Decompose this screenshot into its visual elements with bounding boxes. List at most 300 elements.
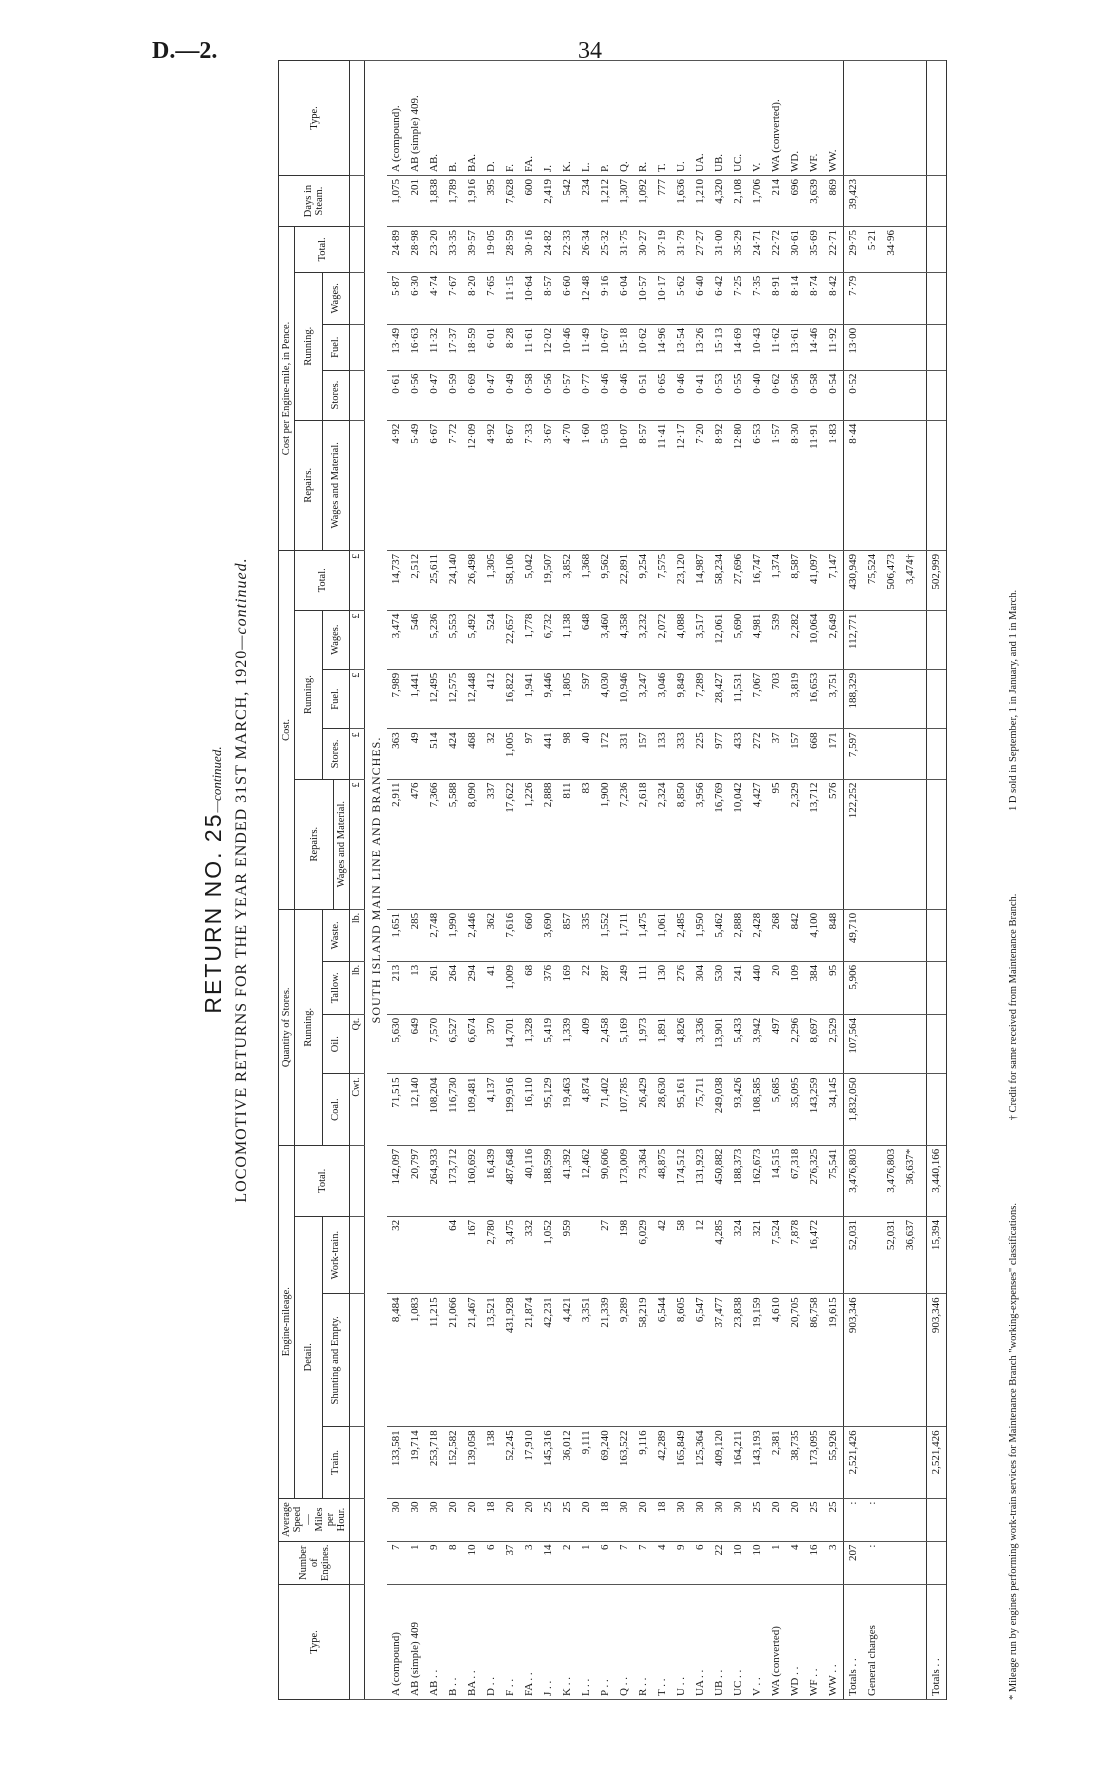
cell-ctot: 8,587: [786, 550, 805, 610]
table-row: [501, 61, 520, 1700]
cell-rtype: B.: [444, 61, 463, 176]
cell-p_fuel: 14·96: [653, 324, 672, 370]
locomotive-table-wrapper: [278, 60, 998, 1700]
cell-wag: 4,981: [748, 610, 767, 669]
cell-ctot: 27,696: [729, 550, 748, 610]
cell-p_tot: 22·71: [824, 227, 844, 273]
cell-rtype: UB.: [710, 61, 729, 176]
cell-coal: 95,129: [539, 1074, 558, 1145]
cell-rep: [863, 779, 882, 909]
cell-rtype: T.: [653, 61, 672, 176]
footnote: † Credit for same received from Maintenance Branch.: [1008, 893, 1019, 1121]
cell-tallow: 287: [596, 961, 615, 1014]
cell-p_tot: 28·98: [406, 227, 425, 273]
cell-oil: 370: [482, 1014, 501, 1074]
cell-fuel: 597: [577, 669, 596, 729]
cell-oil: 409: [577, 1014, 596, 1074]
cell-fuel: 16,653: [805, 669, 824, 729]
cell-tallow: 109: [786, 961, 805, 1014]
cell-fuel: 1,441: [406, 669, 425, 729]
cell-shunt: 431,928: [501, 1294, 520, 1427]
cell-coal: 71,402: [596, 1074, 615, 1145]
cell-type: K . .: [558, 1585, 577, 1700]
cell-sp: 30: [672, 1498, 691, 1541]
cell-p_rep: 8·44: [844, 420, 864, 550]
cell-type: Totals . .: [844, 1585, 864, 1700]
cell-p_rep: 11·91: [805, 420, 824, 550]
cell-waste: 285: [406, 909, 425, 961]
table-body: [350, 61, 947, 1700]
subtotal-cell: [882, 669, 927, 729]
cell-fuel: 7,989: [387, 669, 406, 729]
cell-type: UA . .: [691, 1585, 710, 1700]
cell-ctot: 22,891: [615, 550, 634, 610]
cell-wt: 42: [653, 1216, 672, 1293]
cell-p_fuel: 13·49: [387, 324, 406, 370]
cell-p_sto: [863, 370, 882, 420]
cell-waste: 362: [482, 909, 501, 961]
cell-p_wag: 8·74: [805, 272, 824, 324]
cell-oil: 8,697: [805, 1014, 824, 1074]
cell-train: 52,245: [501, 1427, 520, 1498]
cell-p_tot: 26·34: [577, 227, 596, 273]
cell-p_tot: 29·75: [844, 227, 864, 273]
cell-p_tot: 30·27: [634, 227, 653, 273]
subtotal-cell: [882, 370, 927, 420]
cell-days: 1,307: [615, 176, 634, 227]
cell-p_rep: 4·70: [558, 420, 577, 550]
cell-p_tot: 31·75: [615, 227, 634, 273]
cell-type: UC . .: [729, 1585, 748, 1700]
cell-p_tot: 23·20: [425, 227, 444, 273]
cell-waste: 7,616: [501, 909, 520, 961]
cell-p_wag: 8·14: [786, 272, 805, 324]
cell-p_wag: 7·67: [444, 272, 463, 324]
cell-coal: 26,429: [634, 1074, 653, 1145]
rotated-table-sheet: [200, 60, 1030, 1700]
cell-wag: [927, 610, 947, 669]
cell-fuel: 9,849: [672, 669, 691, 729]
cell-days: 201: [406, 176, 425, 227]
cell-waste: [863, 909, 882, 961]
cell-waste: 5,462: [710, 909, 729, 961]
cell-type: V . .: [748, 1585, 767, 1700]
cell-sto: [927, 729, 947, 779]
cell-p_sto: 0·52: [844, 370, 864, 420]
cell-wt: 4,285: [710, 1216, 729, 1293]
cell-wag: 5,492: [463, 610, 482, 669]
cell-rep: 2,324: [653, 779, 672, 909]
cell-coal: 95,161: [672, 1074, 691, 1145]
subtotal-cell: [882, 550, 927, 610]
cell-type: AB . .: [425, 1585, 444, 1700]
cell-shunt: 21,066: [444, 1294, 463, 1427]
cell-ctot: 1,305: [482, 550, 501, 610]
return-subtitle: [233, 60, 251, 1700]
cell-sto: 424: [444, 729, 463, 779]
cell-fuel: 3,046: [653, 669, 672, 729]
header-coal: Coal.: [322, 1074, 350, 1145]
cell-total: 40,116: [520, 1145, 539, 1216]
cell-wag: 2,282: [786, 610, 805, 669]
cell-ctot: 14,987: [691, 550, 710, 610]
cell-tallow: 20: [767, 961, 786, 1014]
cell-rep: 1,226: [520, 779, 539, 909]
cell-sp: 20: [634, 1498, 653, 1541]
cell-coal: [863, 1074, 882, 1145]
cell-days: 1,212: [596, 176, 615, 227]
cell-waste: 857: [558, 909, 577, 961]
cell-p_sto: [927, 370, 947, 420]
cell-tallow: 130: [653, 961, 672, 1014]
cell-total: 487,648: [501, 1145, 520, 1216]
cell-coal: 143,259: [805, 1074, 824, 1145]
cell-n: 8: [444, 1541, 463, 1584]
cell-oil: 1,328: [520, 1014, 539, 1074]
table-row: [444, 61, 463, 1700]
header-average-speed: Average Speed — Miles per Hour.: [279, 1498, 350, 1541]
cell-type: UB . .: [710, 1585, 729, 1700]
cell-rep: 13,712: [805, 779, 824, 909]
cell-waste: 2,446: [463, 909, 482, 961]
cell-sto: 49: [406, 729, 425, 779]
cell-rtype: U.: [672, 61, 691, 176]
cell-rtype: [863, 61, 882, 176]
subtotal-cell: [882, 1294, 927, 1427]
cell-shunt: 23,838: [729, 1294, 748, 1427]
cell-waste: 3,690: [539, 909, 558, 961]
cell-fuel: 10,946: [615, 669, 634, 729]
cell-wt: 15,394: [927, 1216, 947, 1293]
cell-p_tot: 28·59: [501, 227, 520, 273]
cell-p_fuel: 11·49: [577, 324, 596, 370]
cell-tallow: 169: [558, 961, 577, 1014]
cell-train: 2,521,426: [927, 1427, 947, 1498]
cell-shunt: 13,521: [482, 1294, 501, 1427]
cell-oil: [863, 1014, 882, 1074]
cell-p_wag: 8·91: [767, 272, 786, 324]
cell-wt: 167: [463, 1216, 482, 1293]
cell-type: D . .: [482, 1585, 501, 1700]
cell-p_fuel: [927, 324, 947, 370]
unit-pound: £: [350, 729, 365, 779]
cell-rtype: [927, 61, 947, 176]
cell-total: 3,476,803: [844, 1145, 864, 1216]
header-stores: Stores.: [322, 729, 350, 779]
cell-sp: 20: [577, 1498, 596, 1541]
header-train: Train.: [322, 1427, 350, 1498]
cell-sp: 18: [596, 1498, 615, 1541]
cell-fuel: 1,805: [558, 669, 577, 729]
cell-type: WF . .: [805, 1585, 824, 1700]
cell-wag: 3,232: [634, 610, 653, 669]
cell-rtype: F.: [501, 61, 520, 176]
cell-p_fuel: 10·43: [748, 324, 767, 370]
subtotal-cell: [882, 420, 927, 550]
cell-rtype: WW.: [824, 61, 844, 176]
cell-sp: 20: [444, 1498, 463, 1541]
cell-ctot: 24,140: [444, 550, 463, 610]
cell-oil: 13,901: [710, 1014, 729, 1074]
cell-type: WD . .: [786, 1585, 805, 1700]
cell-p_fuel: 13·54: [672, 324, 691, 370]
cell-sto: 171: [824, 729, 844, 779]
cell-total: 48,875: [653, 1145, 672, 1216]
table-row: [767, 61, 786, 1700]
cell-p_tot: 30·16: [520, 227, 539, 273]
cell-sto: 1,005: [501, 729, 520, 779]
cell-n: 1: [406, 1541, 425, 1584]
cell-p_rep: 4·92: [387, 420, 406, 550]
cell-waste: 1,950: [691, 909, 710, 961]
cell-shunt: 42,231: [539, 1294, 558, 1427]
cell-p_fuel: 13·00: [844, 324, 864, 370]
cell-ctot: 58,234: [710, 550, 729, 610]
cell-ctot: 41,097: [805, 550, 824, 610]
cell-type: WA (converted): [767, 1585, 786, 1700]
cell-total: 162,673: [748, 1145, 767, 1216]
cell-p_fuel: [863, 324, 882, 370]
cell-coal: 116,730: [444, 1074, 463, 1145]
subtotal-cell: [882, 1585, 927, 1700]
cell-p_rep: 8·57: [634, 420, 653, 550]
cell-total: 90,606: [596, 1145, 615, 1216]
cell-n: 6: [691, 1541, 710, 1584]
cell-p_wag: [863, 272, 882, 324]
subtotal-cell: [882, 1216, 927, 1293]
cell-train: 9,111: [577, 1427, 596, 1498]
cell-wt: 52,031: [844, 1216, 864, 1293]
cell-type: General charges: [863, 1585, 882, 1700]
subtitle-continued: —continued.: [233, 557, 250, 650]
cell-wt: 198: [615, 1216, 634, 1293]
cell-train: 139,058: [463, 1427, 482, 1498]
cell-fuel: [863, 669, 882, 729]
cell-p_wag: 9·16: [596, 272, 615, 324]
cell-waste: 660: [520, 909, 539, 961]
cell-wag: 4,358: [615, 610, 634, 669]
cell-p_rep: 8·30: [786, 420, 805, 550]
page-number: 34: [578, 38, 602, 64]
cell-ctot: 26,498: [463, 550, 482, 610]
header-work-train: Work-train.: [322, 1216, 350, 1293]
header-pence-repairs: Repairs.: [295, 420, 323, 550]
cell-sto: 468: [463, 729, 482, 779]
cell-waste: 49,710: [844, 909, 864, 961]
cell-fuel: 3,247: [634, 669, 653, 729]
cell-rep: 7,366: [425, 779, 444, 909]
cell-days: 395: [482, 176, 501, 227]
cell-rtype: R.: [634, 61, 653, 176]
cell-rtype: K.: [558, 61, 577, 176]
cell-p_rep: [927, 420, 947, 550]
cell-p_rep: 7·20: [691, 420, 710, 550]
cell-rtype: WD.: [786, 61, 805, 176]
cell-train: 17,910: [520, 1427, 539, 1498]
cell-wag: 1,138: [558, 610, 577, 669]
cell-oil: 5,169: [615, 1014, 634, 1074]
cell-train: 133,581: [387, 1427, 406, 1498]
cell-train: 69,240: [596, 1427, 615, 1498]
cell-wt: 6,029: [634, 1216, 653, 1293]
units-row: [350, 61, 365, 1700]
cell-train: 138: [482, 1427, 501, 1498]
cell-rep: 95: [767, 779, 786, 909]
cell-sp: 20: [786, 1498, 805, 1541]
locomotive-returns-table: [278, 60, 947, 1700]
cell-p_sto: 0·62: [767, 370, 786, 420]
cell-p_wag: 7·79: [844, 272, 864, 324]
cell-shunt: 21,467: [463, 1294, 482, 1427]
table-row: [463, 61, 482, 1700]
cell-shunt: 1,083: [406, 1294, 425, 1427]
subtotal-value: 52,031: [885, 1219, 897, 1251]
cell-oil: 6,527: [444, 1014, 463, 1074]
cell-train: 173,095: [805, 1427, 824, 1498]
cell-total: 73,364: [634, 1145, 653, 1216]
cell-rtype: AB (simple) 409.: [406, 61, 425, 176]
header-tallow: Tallow.: [322, 961, 350, 1014]
cell-p_rep: 3·67: [539, 420, 558, 550]
cell-p_wag: 6·30: [406, 272, 425, 324]
cell-p_rep: 10·07: [615, 420, 634, 550]
cell-days: 1,916: [463, 176, 482, 227]
page-reference: D.—2.: [152, 38, 218, 64]
cell-train: 164,211: [729, 1427, 748, 1498]
section-row: [365, 61, 388, 1700]
cell-fuel: 28,427: [710, 669, 729, 729]
cell-rtype: P.: [596, 61, 615, 176]
general-charges-row: [863, 61, 882, 1700]
cell-p_rep: [863, 420, 882, 550]
cell-days: 4,320: [710, 176, 729, 227]
cell-days: 7,628: [501, 176, 520, 227]
cell-p_tot: 22·72: [767, 227, 786, 273]
cell-waste: 842: [786, 909, 805, 961]
header-mileage-total: Total.: [295, 1145, 350, 1216]
cell-p_sto: 0·40: [748, 370, 767, 420]
cell-sto: 7,597: [844, 729, 864, 779]
cell-waste: 2,428: [748, 909, 767, 961]
cell-wt: 7,524: [767, 1216, 786, 1293]
cell-p_tot: 24·82: [539, 227, 558, 273]
cell-sp: 30: [425, 1498, 444, 1541]
subtotal-cell: [882, 1427, 927, 1498]
cell-sto: 98: [558, 729, 577, 779]
cell-days: 1,636: [672, 176, 691, 227]
cell-fuel: 703: [767, 669, 786, 729]
cell-coal: 4,874: [577, 1074, 596, 1145]
cell-ctot: 9,562: [596, 550, 615, 610]
cell-p_rep: 12·80: [729, 420, 748, 550]
cell-oil: 107,564: [844, 1014, 864, 1074]
cell-p_fuel: 17·37: [444, 324, 463, 370]
cell-train: 42,289: [653, 1427, 672, 1498]
cell-coal: 107,785: [615, 1074, 634, 1145]
cell-p_wag: 8·57: [539, 272, 558, 324]
cell-fuel: 7,067: [748, 669, 767, 729]
cell-tallow: 304: [691, 961, 710, 1014]
cell-p_tot: 22·33: [558, 227, 577, 273]
cell-wag: 648: [577, 610, 596, 669]
cell-type: L . .: [577, 1585, 596, 1700]
cell-p_sto: 0·58: [805, 370, 824, 420]
cell-type: J . .: [539, 1585, 558, 1700]
table-row: [634, 61, 653, 1700]
cell-p_fuel: 12·02: [539, 324, 558, 370]
cell-waste: 2,485: [672, 909, 691, 961]
cell-p_sto: 0·46: [596, 370, 615, 420]
cell-p_wag: 11·15: [501, 272, 520, 324]
cell-p_fuel: 11·62: [767, 324, 786, 370]
subtotal-cell: [882, 324, 927, 370]
cell-rep: 811: [558, 779, 577, 909]
cell-type: A (compound): [387, 1585, 406, 1700]
cell-p_rep: 8·92: [710, 420, 729, 550]
cell-shunt: 11,215: [425, 1294, 444, 1427]
cell-days: 1,838: [425, 176, 444, 227]
table-row: [672, 61, 691, 1700]
cell-n: [927, 1541, 947, 1584]
cell-train: 143,193: [748, 1427, 767, 1498]
cell-rep: 8,090: [463, 779, 482, 909]
cell-shunt: 8,484: [387, 1294, 406, 1427]
cell-train: 409,120: [710, 1427, 729, 1498]
cell-rep: 2,329: [786, 779, 805, 909]
cell-days: 2,108: [729, 176, 748, 227]
cell-days: 600: [520, 176, 539, 227]
subtotal-cell: [882, 961, 927, 1014]
cell-wt: 321: [748, 1216, 767, 1293]
cell-sto: 225: [691, 729, 710, 779]
cell-ctot: 430,949: [844, 550, 864, 610]
cell-p_tot: 24·89: [387, 227, 406, 273]
cell-wt: [824, 1216, 844, 1293]
cell-p_rep: 5·03: [596, 420, 615, 550]
cell-type: Totals . .: [927, 1585, 947, 1700]
cell-rep: 7,236: [615, 779, 634, 909]
cell-p_sto: 0·77: [577, 370, 596, 420]
cell-p_sto: 0·46: [672, 370, 691, 420]
cell-sto: 37: [767, 729, 786, 779]
cell-train: 19,714: [406, 1427, 425, 1498]
cell-sto: 157: [786, 729, 805, 779]
cell-oil: 5,433: [729, 1014, 748, 1074]
cell-oil: 1,973: [634, 1014, 653, 1074]
cell-p_rep: 6·53: [748, 420, 767, 550]
cell-p_sto: 0·51: [634, 370, 653, 420]
cell-n: 16: [805, 1541, 824, 1584]
cell-wag: 546: [406, 610, 425, 669]
cell-type: Q . .: [615, 1585, 634, 1700]
cell-oil: 2,296: [786, 1014, 805, 1074]
cell-n: 6: [596, 1541, 615, 1584]
cell-wag: 5,236: [425, 610, 444, 669]
cell-tallow: 41: [482, 961, 501, 1014]
cell-rtype: Q.: [615, 61, 634, 176]
cell-tallow: 95: [824, 961, 844, 1014]
cell-coal: [927, 1074, 947, 1145]
cell-p_fuel: 11·32: [425, 324, 444, 370]
cell-wt: 32: [387, 1216, 406, 1293]
subtotal-value: 3,476,803: [885, 1148, 897, 1193]
section-heading: SOUTH ISLAND MAIN LINE AND BRANCHES.: [365, 61, 388, 1700]
cell-oil: 6,674: [463, 1014, 482, 1074]
cell-rtype: BA.: [463, 61, 482, 176]
cell-days: 1,706: [748, 176, 767, 227]
cell-p_tot: 24·71: [748, 227, 767, 273]
cell-p_tot: 30·61: [786, 227, 805, 273]
